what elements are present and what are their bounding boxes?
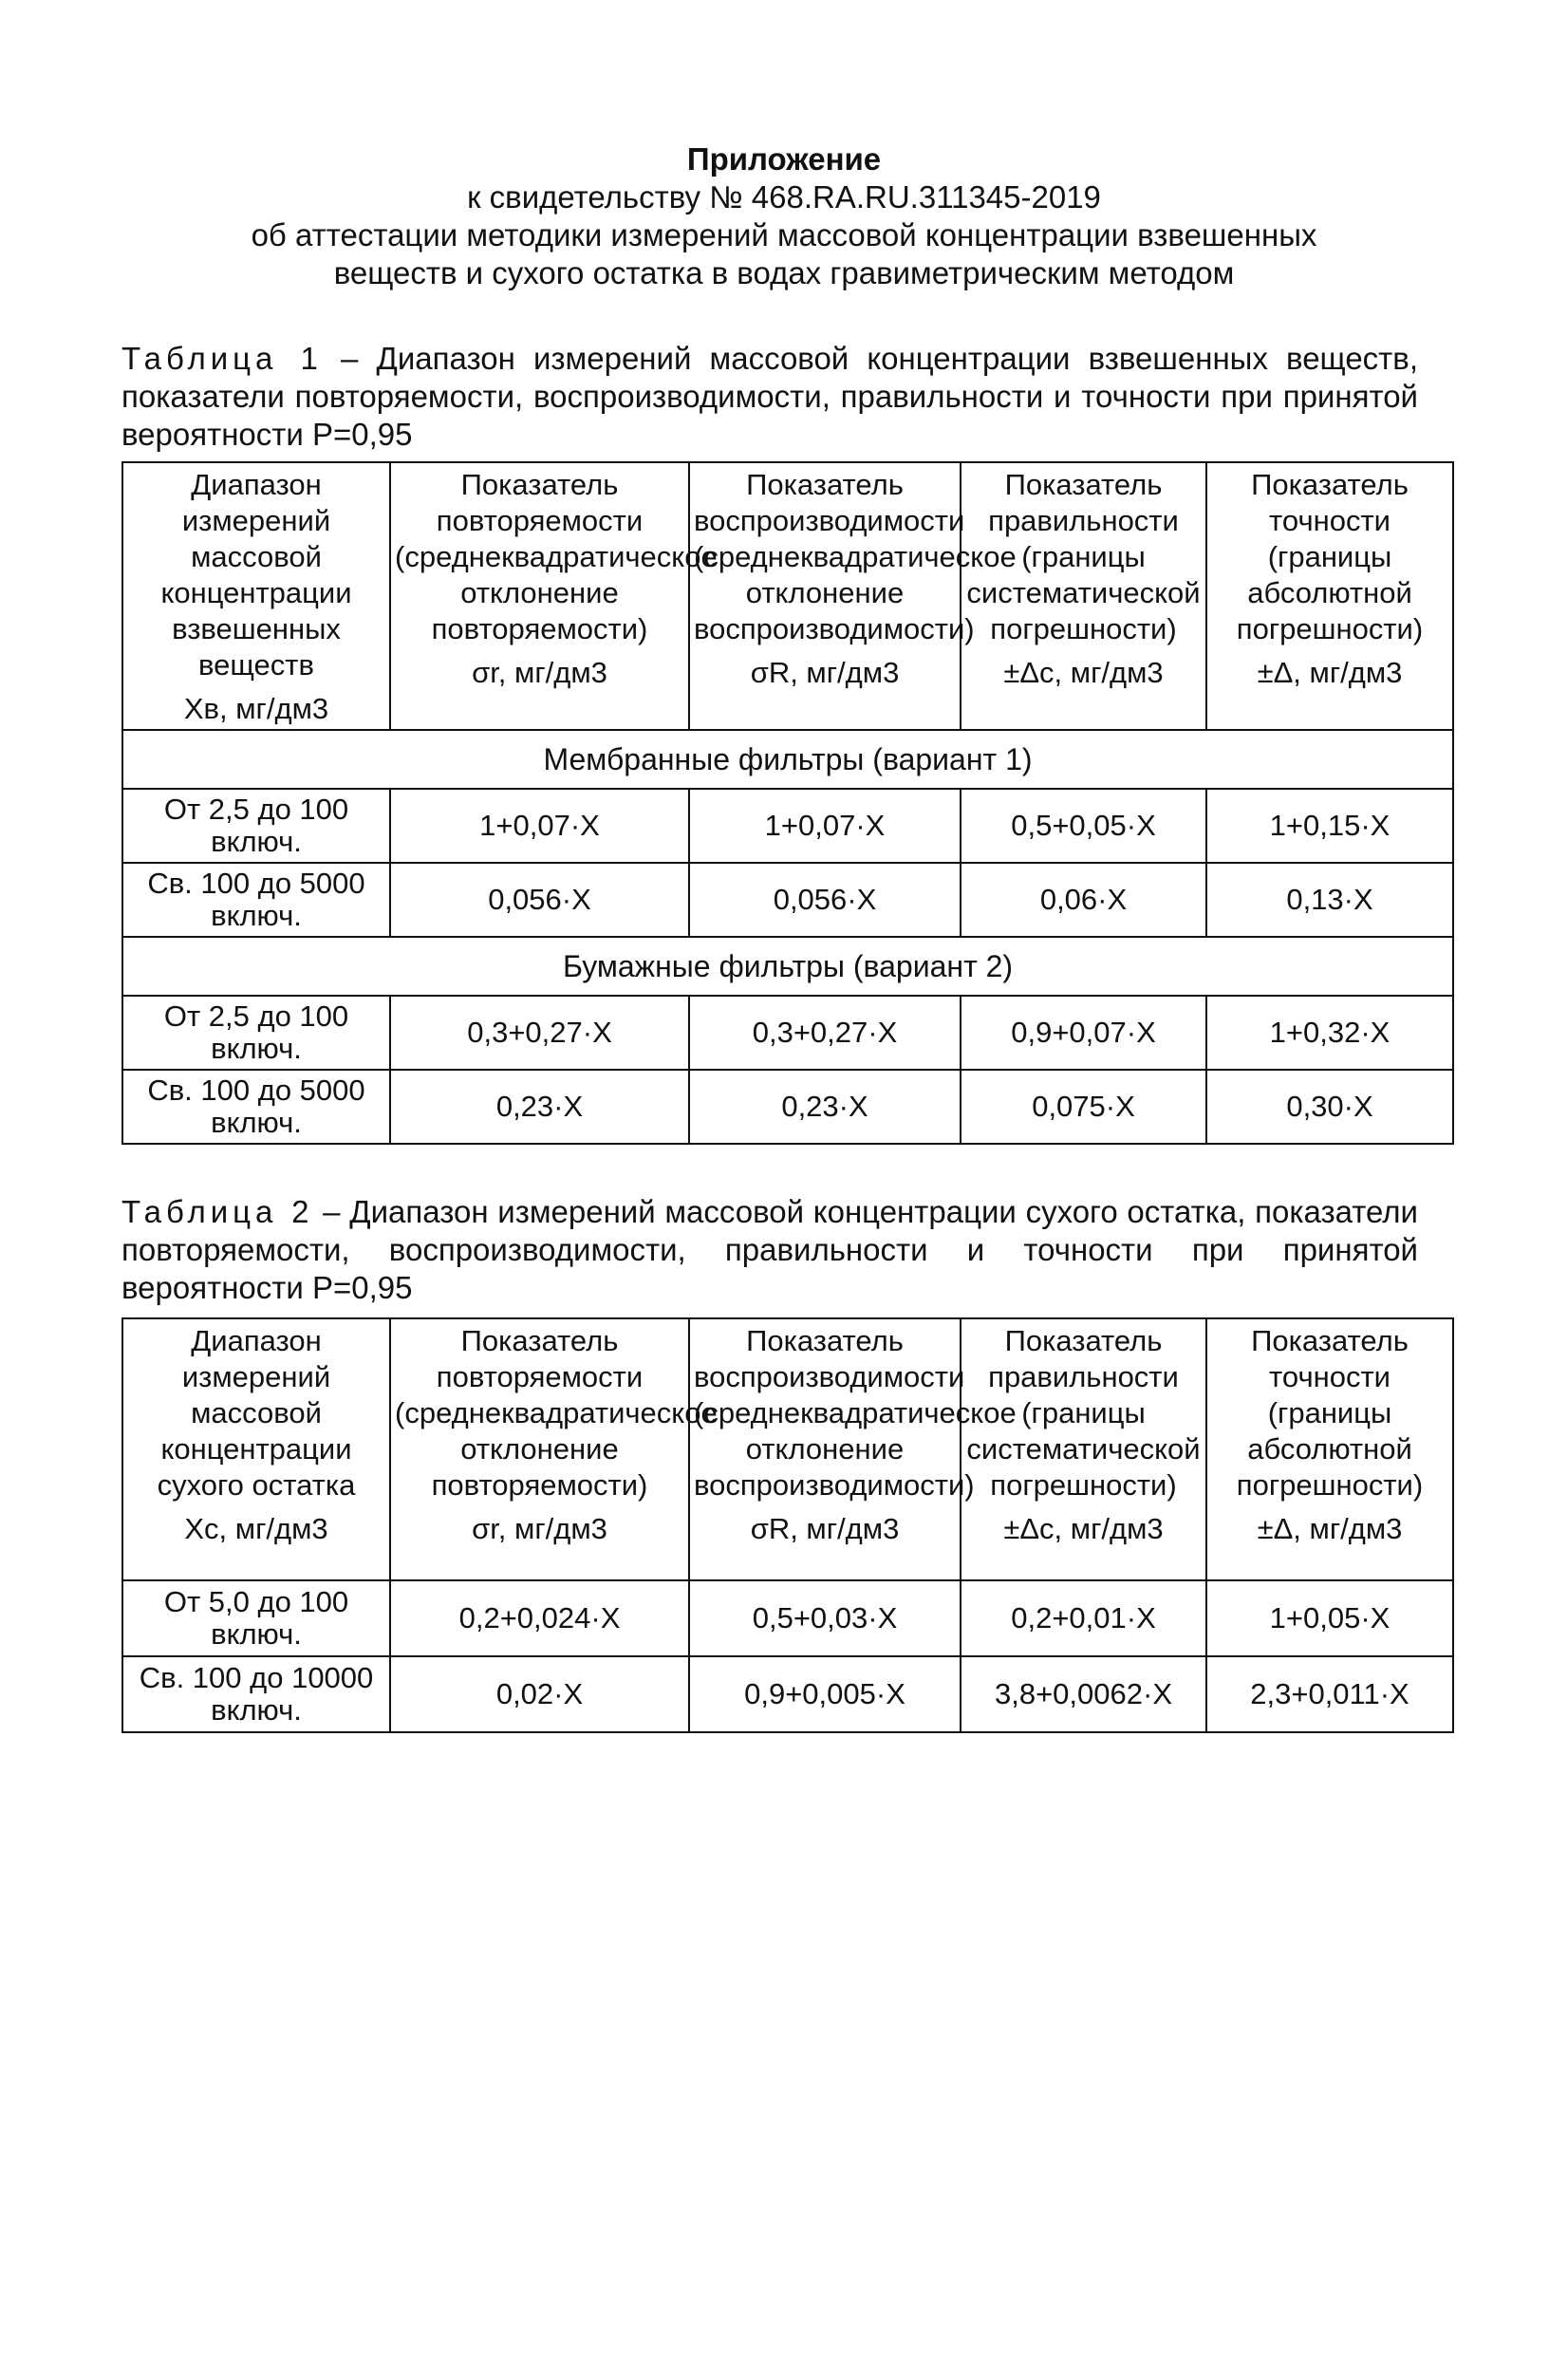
table2-header-range <box>122 1318 390 1580</box>
table1-header-row <box>122 462 1453 730</box>
table2-header-range-unit: Xc, мг/дм3 <box>184 1512 328 1545</box>
document-header <box>0 140 1568 292</box>
table1-caption-text: – Диапазон измерений массовой концентрации взвешенных веществ, показатели повторяемости, воспроизводимости, правильности и точности при принятой вероятности P=0,95 <box>121 341 1418 452</box>
table1-header-accuracy <box>1206 462 1453 730</box>
table1-section-paper: Бумажные фильтры (вариант 2) <box>122 937 1453 996</box>
header-subject-line-1: об аттестации методики измерений массовой концентрации взвешенных <box>251 217 1317 252</box>
table1-header-reproducibility-unit: σR, мг/дм3 <box>750 656 900 689</box>
table-cell: 0,02·X <box>390 1656 689 1732</box>
table1-header-trueness <box>961 462 1206 730</box>
table-cell: 0,13·X <box>1206 863 1453 937</box>
table-cell: 0,23·X <box>390 1070 689 1144</box>
table-cell-range: От 2,5 до 100 включ. <box>122 996 390 1070</box>
table1-header-accuracy-unit: ±Δ, мг/дм3 <box>1257 656 1403 689</box>
table-row <box>122 863 1453 937</box>
table1-header-accuracy-text: Показатель точности (границы абсолютной погрешности) <box>1236 468 1424 645</box>
table1-header-trueness-unit: ±Δc, мг/дм3 <box>1003 656 1164 689</box>
table-cell: 0,23·X <box>689 1070 961 1144</box>
table2-header-repeatability <box>390 1318 718 1580</box>
table1-header-reproducibility-text: Показатель воспроизводимости (среднеквадратическое отклонение воспроизводимости) <box>694 468 1017 645</box>
table1-caption-label: Таблица 1 <box>121 341 323 376</box>
table-cell: 0,30·X <box>1206 1070 1453 1144</box>
table2-header-trueness <box>961 1318 1206 1580</box>
table-cell-range: От 5,0 до 100 включ. <box>122 1580 390 1656</box>
table-cell: 0,3+0,27·X <box>689 996 961 1070</box>
table1-section-row <box>122 937 1453 996</box>
table1-header-repeatability-text: Показатель повторяемости (среднеквадратическое отклонение повторяемости) <box>395 468 718 645</box>
table1-header-repeatability-unit: σr, мг/дм3 <box>472 656 607 689</box>
table1-section-row <box>122 730 1453 789</box>
table-cell: 1+0,32·X <box>1206 996 1453 1070</box>
table2-header-trueness-unit: ±Δc, мг/дм3 <box>1003 1512 1164 1545</box>
table-cell-range: Св. 100 до 10000 включ. <box>122 1656 390 1732</box>
table1-header-range-text: Диапазон измерений массовой концентрации взвешенных веществ <box>160 468 352 682</box>
table-row <box>122 1656 1453 1732</box>
table-cell: 0,9+0,07·X <box>961 996 1206 1070</box>
table-cell: 0,5+0,05·X <box>961 789 1206 863</box>
header-certificate-line: к свидетельству № 468.RA.RU.311345-2019 <box>467 179 1101 215</box>
table-cell-range: Св. 100 до 5000 включ. <box>122 1070 390 1144</box>
header-subject-line-2: веществ и сухого остатка в водах гравиметрическим методом <box>333 255 1235 290</box>
table2-header-accuracy <box>1206 1318 1453 1580</box>
table1-header-reproducibility <box>689 462 1017 730</box>
table-row <box>122 1070 1453 1144</box>
table-cell: 1+0,07·X <box>390 789 689 863</box>
table-cell: 0,2+0,01·X <box>961 1580 1206 1656</box>
table-cell: 0,06·X <box>961 863 1206 937</box>
table2-header-trueness-text: Показатель правильности (границы систематической погрешности) <box>966 1324 1201 1502</box>
table2-header-range-text: Диапазон измерений массовой концентрации сухого остатка <box>157 1324 356 1502</box>
table-cell: 0,056·X <box>390 863 689 937</box>
table-cell: 0,056·X <box>689 863 961 937</box>
table-row <box>122 789 1453 863</box>
table2-header-reproducibility-unit: σR, мг/дм3 <box>750 1512 900 1545</box>
table1-header-repeatability <box>390 462 718 730</box>
table-cell: 1+0,05·X <box>1206 1580 1453 1656</box>
table-cell-range: Св. 100 до 5000 включ. <box>122 863 390 937</box>
table-cell: 0,2+0,024·X <box>390 1580 689 1656</box>
table-cell: 1+0,15·X <box>1206 789 1453 863</box>
table2-caption <box>121 1193 1418 1307</box>
table1-caption <box>121 340 1418 454</box>
table-cell: 0,075·X <box>961 1070 1206 1144</box>
table2-header-accuracy-unit: ±Δ, мг/дм3 <box>1257 1512 1403 1545</box>
table2 <box>121 1317 1454 1733</box>
table1 <box>121 461 1454 1145</box>
table1-header-range-unit: Xв, мг/дм3 <box>183 692 329 725</box>
table-row <box>122 1580 1453 1656</box>
table-cell: 0,9+0,005·X <box>689 1656 961 1732</box>
table-cell: 3,8+0,0062·X <box>961 1656 1206 1732</box>
table-cell: 2,3+0,011·X <box>1206 1656 1453 1732</box>
table2-header-reproducibility <box>689 1318 1017 1580</box>
table-row <box>122 996 1453 1070</box>
header-title: Приложение <box>686 141 882 177</box>
table1-header-trueness-text: Показатель правильности (границы систематической погрешности) <box>966 468 1201 645</box>
table-cell: 0,5+0,03·X <box>689 1580 961 1656</box>
table2-header-accuracy-text: Показатель точности (границы абсолютной погрешности) <box>1236 1324 1424 1502</box>
table2-caption-label: Таблица 2 <box>121 1194 314 1229</box>
table2-header-row <box>122 1318 1453 1580</box>
table1-header-range <box>122 462 390 730</box>
table2-header-repeatability-unit: σr, мг/дм3 <box>472 1512 607 1545</box>
table-cell-range: От 2,5 до 100 включ. <box>122 789 390 863</box>
table2-header-repeatability-text: Показатель повторяемости (среднеквадратическое отклонение повторяемости) <box>395 1324 718 1502</box>
table1-section-membrane: Мембранные фильтры (вариант 1) <box>122 730 1453 789</box>
table2-header-reproducibility-text: Показатель воспроизводимости (среднеквадратическое отклонение воспроизводимости) <box>694 1324 1017 1502</box>
table-cell: 0,3+0,27·X <box>390 996 689 1070</box>
table2-caption-text: – Диапазон измерений массовой концентрации сухого остатка, показатели повторяемости, воспроизводимости, правильности и точности при принятой вероятности P=0,95 <box>121 1194 1418 1305</box>
table-cell: 1+0,07·X <box>689 789 961 863</box>
